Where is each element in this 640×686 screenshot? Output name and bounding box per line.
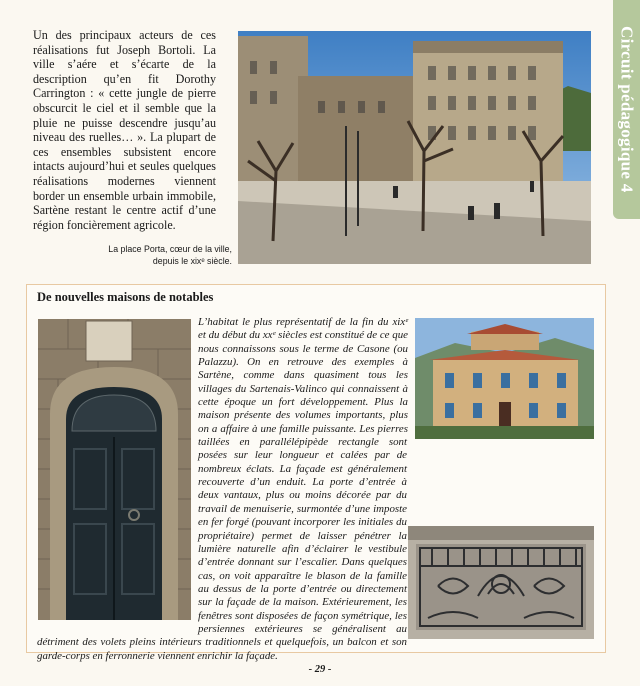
section-title: De nouvelles maisons de notables <box>37 290 214 304</box>
spacer-right-bottom <box>407 519 597 640</box>
caption-line-2-prefix: depuis le <box>152 256 191 266</box>
caption-line-2-suffix: siècle. <box>204 256 232 266</box>
caption-line-1: La place Porta, cœur de la ville, <box>108 244 232 254</box>
intro-paragraph: Un des principaux acteurs de ces réalisations fut Joseph Bortoli. La ville s’aére et s’écarte de la description qu’en fit Dorothy Carrington : « cette jungle de pierre obscurcit le ciel et il semble que la pluie ne puisse descendre jusqu’au niveau des ruelles… ». La plupart de ces ensembles subsistent encore intacts aujourd’hui et seules quelques réalisations modernes viennent border un ensemble urbain immobile, Sartène restant le centre actif d’une région foncièrement agricole. <box>33 28 216 232</box>
chapter-tab <box>613 0 640 219</box>
spacer-left <box>37 316 198 627</box>
caption-century: xixᵉ <box>190 256 205 266</box>
place-porta-photo <box>238 31 591 264</box>
caption-line-2 <box>60 255 232 267</box>
spacer-right-top <box>408 316 597 440</box>
chapter-tab-label: Circuit pédagogique 4 <box>617 26 637 193</box>
section-body-text: L’habitat le plus représentatif de la fin du xixᵉ et du début du xxᵉ siècles est constitué de ce que nous connaissons sous le terme de Casone (ou Palazzu). On en retrouve des exemples à Sartène, comme dans quasiment tous les villages du Sartenais-Valinco qui connaissent à cette époque un fort développement. Plus la maison présente des volumes importants, plus on a affaire à une famille puissante. Les pierres taillées en parallélépipède rectangle sont posées sur leur longueur et calées par de nombreux éclats. La façade est généralement recouverte d’un enduit. La porte d’entrée à deux vantaux, plus ou moins décorée par du travail de menuiserie, surmontée d’une imposte en fer forgé (pouvant incorporer les initiales du propriétaire) permet de laisser pénétrer la lumière naturelle afin d’éclairer le vestibule d’entrée donnant sur l’escalier. Dans quelques cas, on voit apparaître le blason de la famille au dessus de la porte d’entrée ou directement sur la façade de la maison. Extérieurement, les fenêtres sont disposées de façon symétrique, les persiennes extérieures se généralisent au détriment des volets pleins intérieurs traditionnels et quelquefois, un balcon et son garde-corps en ferronnerie viennent enrichir la façade. <box>37 316 408 662</box>
section-body <box>37 316 597 663</box>
place-porta-caption <box>60 243 232 267</box>
page-number: - 29 - <box>308 664 332 675</box>
